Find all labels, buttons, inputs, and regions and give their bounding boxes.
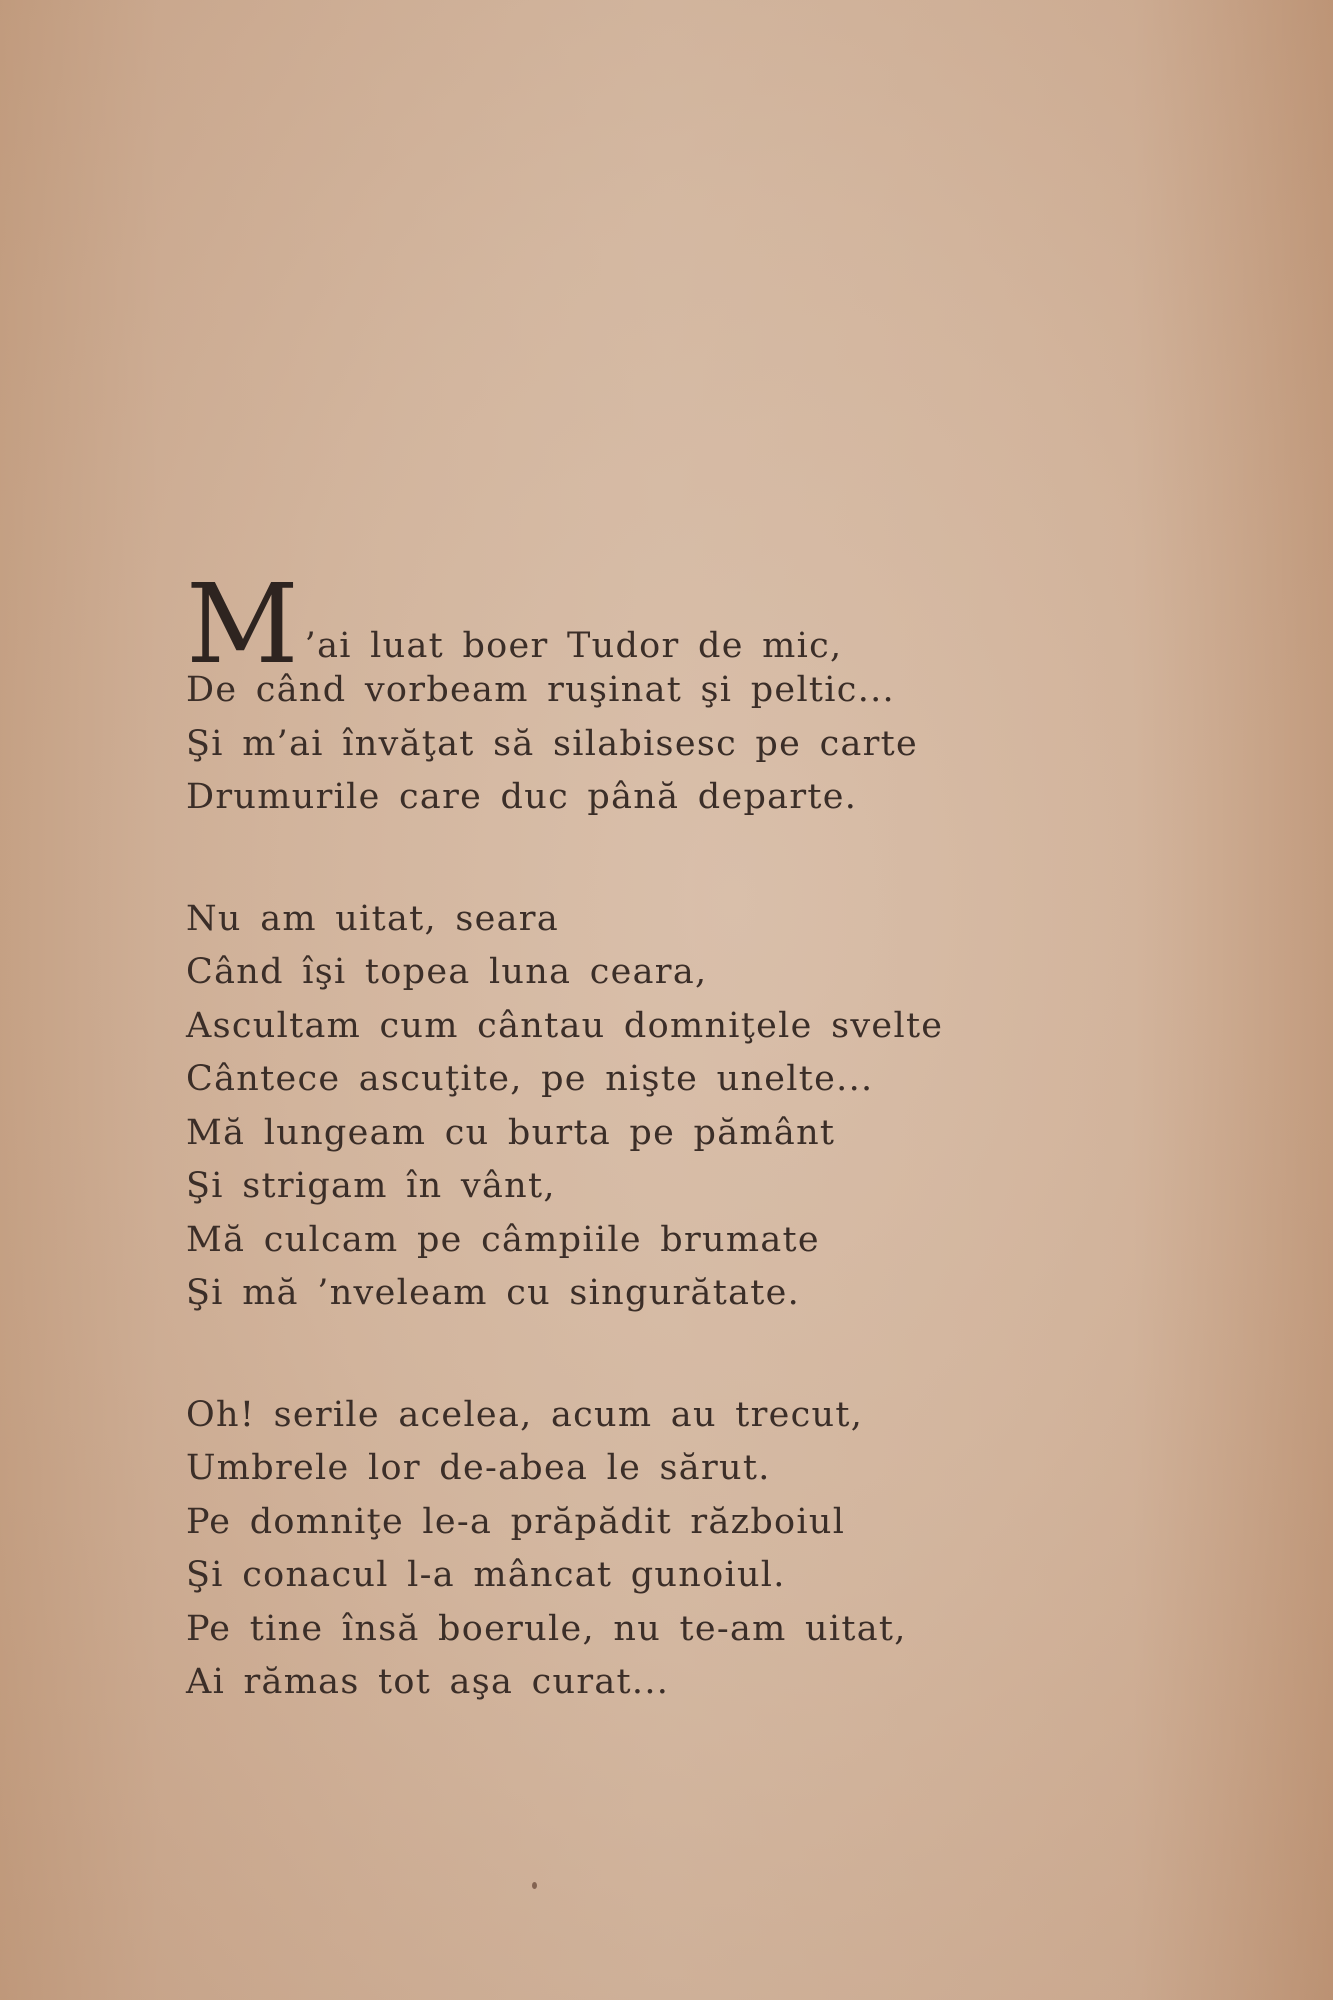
poem-line: Ascultam cum cântau domniţele svelte	[186, 1005, 944, 1046]
poem-line: Cântece ascuţite, pe nişte unelte...	[186, 1059, 874, 1099]
poem-line: Oh! serile acelea, acum au trecut,	[186, 1394, 864, 1435]
drop-cap: M	[186, 560, 299, 688]
poem	[186, 560, 1186, 1778]
poem-line: Când îşi topea luna ceara,	[186, 952, 708, 992]
poem-line: Mă culcam pe câmpiile brumate	[186, 1219, 820, 1260]
poem-line: De când vorbeam ruşinat şi peltic...	[186, 670, 895, 710]
poem-line: Mă lungeam cu burta pe pământ	[186, 1112, 836, 1153]
poem-line: Şi strigam în vânt,	[186, 1166, 556, 1206]
poem-line: Pe domniţe le-a prăpădit războiul	[186, 1501, 846, 1542]
poem-line: Ai rămas tot aşa curat...	[186, 1662, 670, 1702]
poem-line: Şi m’ai învăţat să silabisesc pe carte	[186, 723, 919, 764]
paper-speck	[532, 1882, 537, 1889]
poem-line: Şi conacul l-a mâncat gunoiul.	[186, 1555, 786, 1595]
stanza-3	[186, 1389, 1186, 1710]
poem-line: Pe tine însă boerule, nu te-am uitat,	[186, 1608, 907, 1649]
poem-first-line	[186, 560, 1186, 688]
stanza-1	[186, 560, 1186, 825]
poem-line: Drumurile care duc până departe.	[186, 777, 858, 817]
first-line-text: ’ai luat boer Tudor de mic,	[304, 626, 843, 666]
poem-line: Umbrele lor de-abea le sărut.	[186, 1448, 771, 1488]
poem-line: Şi mă ’nveleam cu singurătate.	[186, 1273, 801, 1313]
poem-line: Nu am uitat, seara	[186, 898, 559, 939]
stanza-2	[186, 893, 1186, 1321]
